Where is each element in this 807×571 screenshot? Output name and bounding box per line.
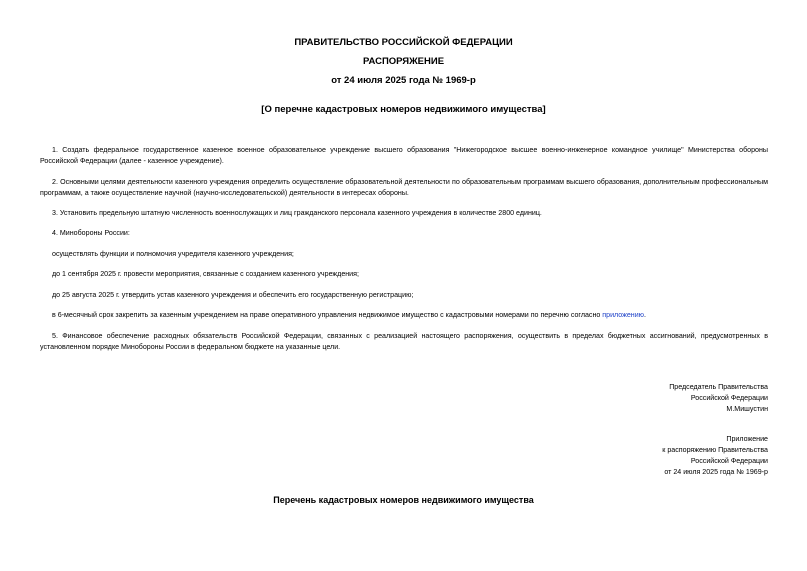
subject-heading: [О перечне кадастровых номеров недвижимого имущества] <box>261 104 546 115</box>
signature-name: М.Мишустин <box>726 405 768 413</box>
paragraph-4-item-4-end: . <box>644 311 646 319</box>
document-type-heading: РАСПОРЯЖЕНИЕ <box>362 56 445 67</box>
paragraph-3: 3. Установить предельную штатную численность военнослужащих и лиц гражданского персонала казенного учреждения в количестве 2800 единиц. <box>52 209 542 217</box>
paragraph-5: 5. Финансовое обеспечение расходных обязательств Российской Федерации, связанных с реализацией настоящего распоряжения, осуществить в пределах бюджетных ассигнований, предусмотренных в установленном порядке Минобороны России в федеральном бюджете на указанные цели. <box>40 332 768 351</box>
appendix-reference: к распоряжению Правительства <box>662 446 768 454</box>
signature-block <box>669 382 768 415</box>
paragraph-4-item-3: до 25 августа 2025 г. утвердить устав казенного учреждения и обеспечить его государственную регистрацию; <box>52 291 414 299</box>
appendix-title: Перечень кадастровых номеров недвижимого имущества <box>273 495 534 505</box>
date-number-heading: от 24 июля 2025 года № 1969-р <box>331 75 476 86</box>
appendix-label: Приложение <box>726 435 768 443</box>
paragraph-4-item-4 <box>40 310 768 321</box>
government-heading: ПРАВИТЕЛЬСТВО РОССИЙСКОЙ ФЕДЕРАЦИИ <box>294 37 513 48</box>
appendix-date-number: от 24 июля 2025 года № 1969-р <box>664 468 768 476</box>
appendix-block <box>662 434 768 478</box>
paragraph-4-item-1: осуществлять функции и полномочия учредителя казенного учреждения; <box>52 250 294 258</box>
paragraph-4-item-2: до 1 сентября 2025 г. провести мероприятия, связанные с созданием казенного учреждения; <box>52 270 359 278</box>
paragraph-1: 1. Создать федеральное государственное казенное военное образовательное учреждение высшего образования "Нижегородское высшее военно-инженерное командное училище" Министерства обороны Российской Федерации (далее - казенное учреждение). <box>40 146 768 165</box>
signature-country: Российской Федерации <box>690 394 768 402</box>
paragraph-4-item-4-text: в 6-месячный срок закрепить за казенным учреждением на праве оперативного управления недвижимое имущество с кадастровыми номерами по перечню согласно <box>52 311 603 319</box>
appendix-link[interactable]: приложению <box>602 311 645 319</box>
signature-position: Председатель Правительства <box>669 383 768 391</box>
paragraph-2: 2. Основными целями деятельности казенного учреждения определить осуществление образовательной деятельности по образовательным программам высшего образования, дополнительным профессиональным программам, а также осуществление научной (научно-исследовательской) деятельности в интересах обороны. <box>40 178 768 197</box>
appendix-country: Российской Федерации <box>690 457 768 465</box>
paragraph-4: 4. Минобороны России: <box>52 229 130 237</box>
